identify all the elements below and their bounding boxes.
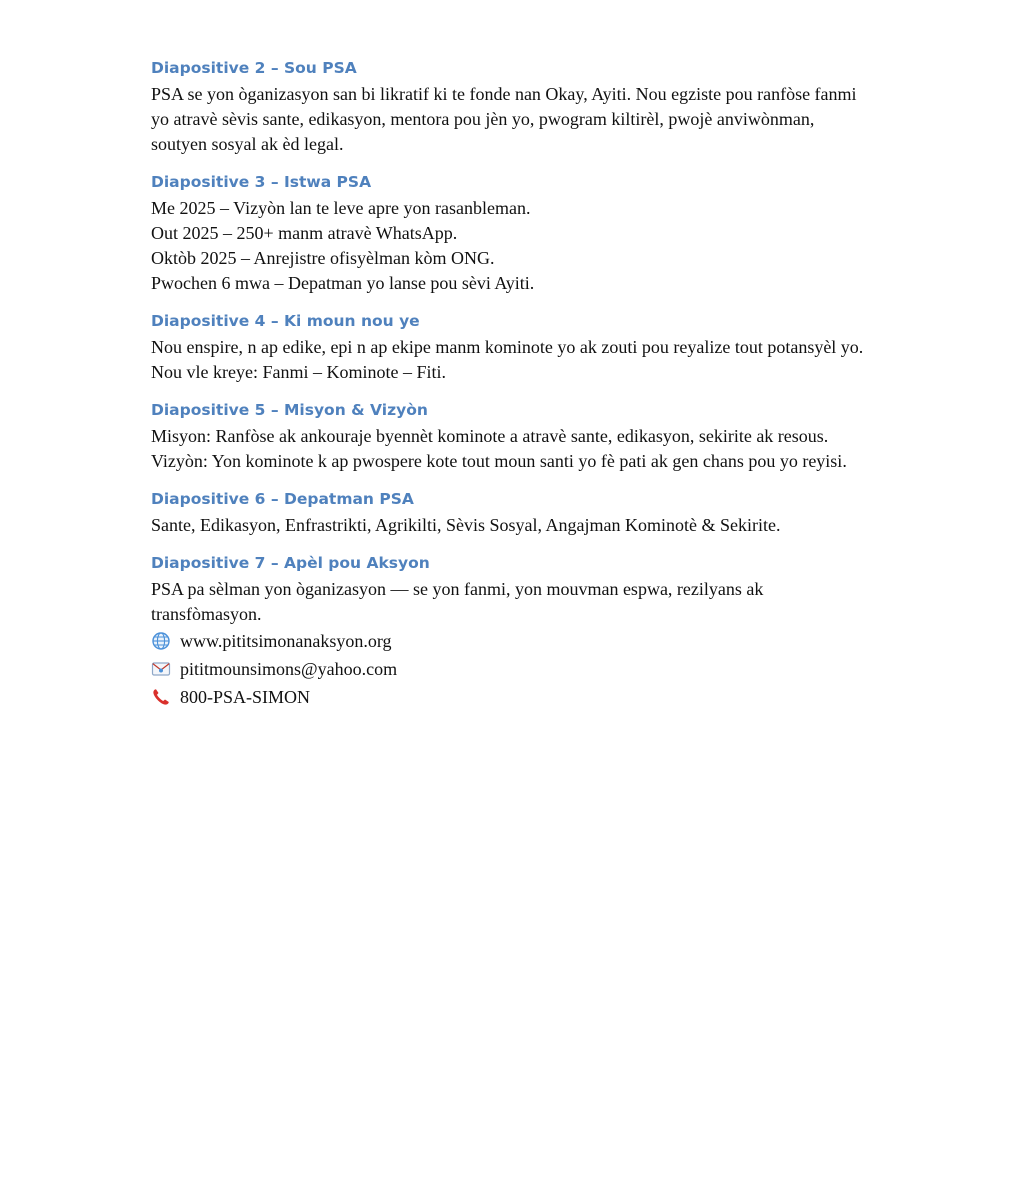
slide-6-heading: Diapositive 6 – Depatman PSA: [151, 490, 414, 508]
phone-number[interactable]: 800-PSA-SIMON: [180, 687, 311, 707]
timeline-line-3: Oktòb 2025 – Anrejistre ofisyèlman kòm ONG.: [151, 248, 495, 268]
slide-4-paragraph-1: Nou enspire, n ap edike, epi n ap ekipe manm kominote yo ak zouti pou reyalize tout potansyèl yo.: [151, 337, 864, 357]
slide-7-section: [151, 551, 871, 711]
slide-4-heading: Diapositive 4 – Ki moun nou ye: [151, 312, 420, 330]
slide-3-heading: Diapositive 3 – Istwa PSA: [151, 173, 372, 191]
slide-2-heading: Diapositive 2 – Sou PSA: [151, 59, 357, 77]
document-page: [151, 56, 871, 724]
slide-5-section: [151, 398, 871, 474]
slide-2-paragraph: PSA se yon òganizasyon san bi likratif ki te fonde nan Okay, Ayiti. Nou egziste pou ranfòse fanmi yo atravè sèvis sante, edikasyon, mentora pou jèn yo, pwogram kiltirèl, pwojè anviwònman, soutyen sosyal ak èd legal.: [151, 84, 857, 154]
slide-4-paragraph-2: Nou vle kreye: Fanmi – Kominote – Fiti.: [151, 362, 446, 382]
globe-icon: [151, 631, 171, 651]
telephone-icon: [151, 687, 171, 707]
phone-contact[interactable]: [151, 683, 871, 711]
call-to-action-paragraph: PSA pa sèlman yon òganizasyon — se yon fanmi, yon mouvman espwa, rezilyans ak transfòmasyon.: [151, 579, 764, 624]
timeline-line-1: Me 2025 – Vizyòn lan te leve apre yon rasanbleman.: [151, 198, 531, 218]
envelope-icon: [151, 659, 171, 679]
slide-2-section: [151, 56, 871, 157]
slide-4-section: [151, 309, 871, 385]
vision-paragraph: Vizyòn: Yon kominote k ap pwospere kote tout moun santi yo fè pati ak gen chans pou yo reyisi.: [151, 451, 847, 471]
slide-6-section: [151, 487, 871, 538]
website-contact[interactable]: [151, 627, 871, 655]
email-contact[interactable]: [151, 655, 871, 683]
slide-7-heading: Diapositive 7 – Apèl pou Aksyon: [151, 554, 430, 572]
timeline-line-4: Pwochen 6 mwa – Depatman yo lanse pou sèvi Ayiti.: [151, 273, 535, 293]
mission-paragraph: Misyon: Ranfòse ak ankouraje byennèt kominote a atravè sante, edikasyon, sekirite ak resous.: [151, 426, 829, 446]
departments-paragraph: Sante, Edikasyon, Enfrastrikti, Agrikilti, Sèvis Sosyal, Angajman Kominotè & Sekirite.: [151, 515, 781, 535]
website-link[interactable]: www.pititsimonanaksyon.org: [180, 631, 392, 651]
email-link[interactable]: pititmounsimons@yahoo.com: [180, 659, 398, 679]
timeline-line-2: Out 2025 – 250+ manm atravè WhatsApp.: [151, 223, 458, 243]
slide-5-heading: Diapositive 5 – Misyon & Vizyòn: [151, 401, 428, 419]
slide-3-section: [151, 170, 871, 296]
